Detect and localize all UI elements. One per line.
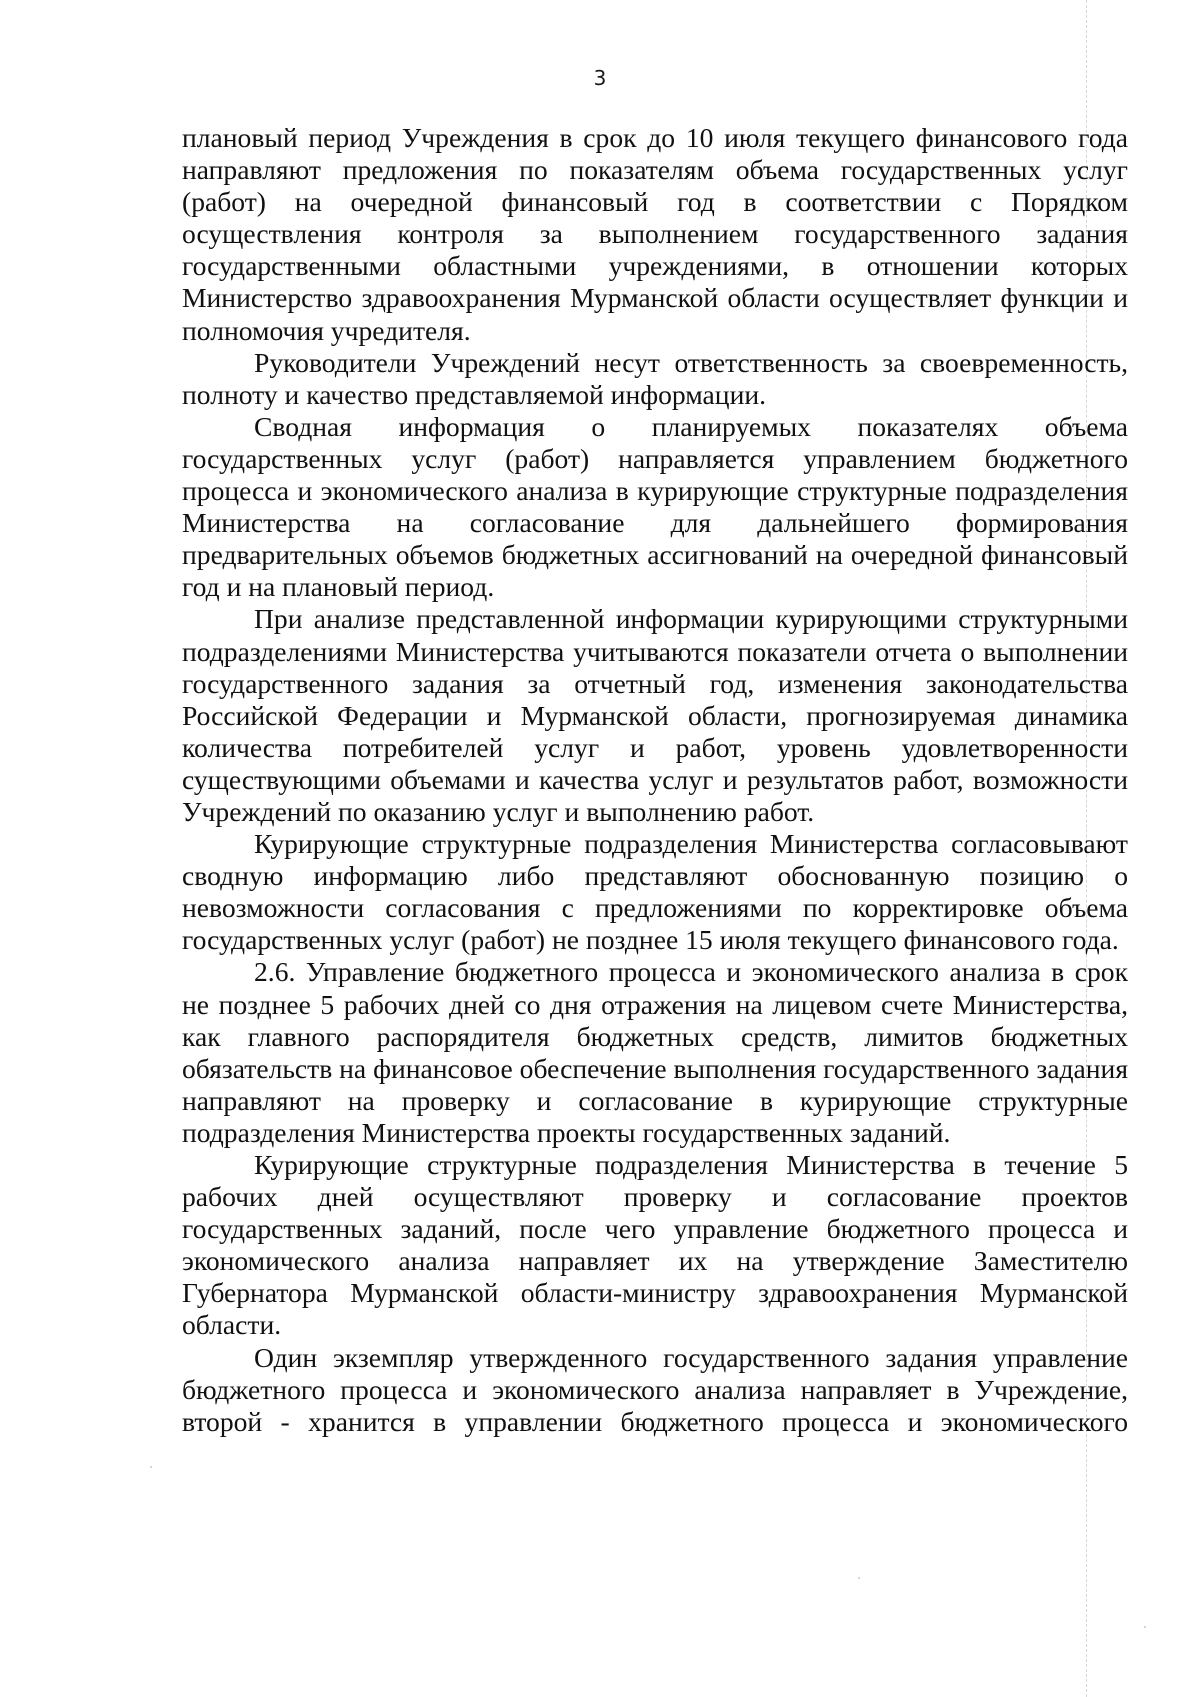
paragraph: Курирующие структурные подразделения Министерства в течение 5 рабочих дней осуществляют проверку и согласование проектов государственных заданий, после чего управление бюджетного процесса и экономического анализа направляет их на утверждение Заместителю Губернатора Мурманской области-министру здравоохранения Мурманской области. [182, 1149, 1128, 1341]
document-body [182, 122, 1128, 1438]
scan-artifact-dot [150, 1466, 152, 1468]
paragraph: Один экземпляр утвержденного государственного задания управление бюджетного процесса и экономического анализа направляет в Учреждение, второй - хранится в управлении бюджетного процесса и экономического [182, 1341, 1128, 1437]
paragraph: плановый период Учреждения в срок до 10 июля текущего финансового года направляют предложения по показателям объема государственных услуг (работ) на очередной финансовый год в соответствии с Порядком осуществления контроля за выполнением государственного задания государственными областными учреждениями, в отношении которых Министерство здравоохранения Мурманской области осуществляет функции и полномочия учредителя. [182, 122, 1128, 346]
scan-artifact-dot [1144, 1626, 1146, 1628]
paragraph: 2.6. Управление бюджетного процесса и экономического анализа в срок не позднее 5 рабочих дней со дня отражения на лицевом счете Министерства, как главного распорядителя бюджетных средств, лимитов бюджетных обязательств на финансовое обеспечение выполнения государственного задания направляют на проверку и согласование в курирующие структурные подразделения Министерства проекты государственных заданий. [182, 956, 1129, 1148]
paragraph: Курирующие структурные подразделения Министерства согласовывают сводную информацию либо представляют обоснованную позицию о невозможности согласования с предложениями по корректировке объема государственных услуг (работ) не позднее 15 июля текущего финансового года. [182, 828, 1128, 956]
page-number: 3 [593, 66, 607, 90]
paragraph: При анализе представленной информации курирующими структурными подразделениями Министерства учитываются показатели отчета о выполнении государственного задания за отчетный год, изменения законодательства Российской Федерации и Мурманской области, прогнозируемая динамика количества потребителей услуг и работ, уровень удовлетворенности существующими объемами и качества услуг и результатов работ, возможности Учреждений по оказанию услуг и выполнению работ. [182, 603, 1128, 827]
paragraph: Руководители Учреждений несут ответственность за своевременность, полноту и качество представляемой информации. [182, 346, 1128, 410]
paragraph: Сводная информация о планируемых показателях объема государственных услуг (работ) направляется управлением бюджетного процесса и экономического анализа в курирующие структурные подразделения Министерства на согласование для дальнейшего формирования предварительных объемов бюджетных ассигнований на очередной финансовый год и на плановый период. [182, 410, 1128, 603]
scan-artifact-dot [858, 1577, 860, 1579]
